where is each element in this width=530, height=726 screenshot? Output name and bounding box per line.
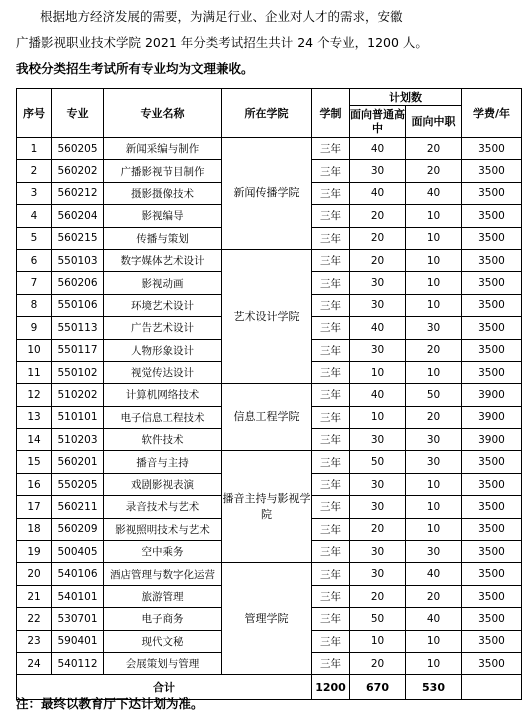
cell-fee: 3500 <box>462 138 522 160</box>
cell-name: 戏剧影视表演 <box>104 473 222 495</box>
cell-seq: 12 <box>17 384 52 406</box>
total-vocational: 530 <box>406 675 462 700</box>
cell-general: 50 <box>350 608 406 630</box>
cell-general: 20 <box>350 249 406 271</box>
intro-line-3: 我校分类招生考试所有专业均为文理兼收。 <box>16 61 254 76</box>
cell-name: 视觉传达设计 <box>104 361 222 383</box>
cell-vocational: 20 <box>406 138 462 160</box>
cell-seq: 16 <box>17 473 52 495</box>
cell-general: 50 <box>350 451 406 473</box>
cell-code: 590401 <box>52 630 104 652</box>
cell-name: 会展策划与管理 <box>104 652 222 674</box>
cell-name: 空中乘务 <box>104 541 222 563</box>
table-row <box>17 451 522 473</box>
cell-duration: 三年 <box>312 294 350 316</box>
cell-general: 20 <box>350 585 406 607</box>
cell-vocational: 10 <box>406 652 462 674</box>
cell-duration: 三年 <box>312 496 350 518</box>
cell-name: 现代文秘 <box>104 630 222 652</box>
cell-name: 酒店管理与数字化运营 <box>104 563 222 585</box>
cell-code: 560201 <box>52 451 104 473</box>
cell-fee: 3500 <box>462 652 522 674</box>
cell-duration: 三年 <box>312 406 350 428</box>
cell-vocational: 40 <box>406 182 462 204</box>
cell-name: 电子商务 <box>104 608 222 630</box>
table-row <box>17 563 522 585</box>
cell-duration: 三年 <box>312 272 350 294</box>
cell-fee: 3500 <box>462 585 522 607</box>
intro-line-1: 根据地方经济发展的需要，为满足行业、企业对人才的需求，安徽 <box>40 9 403 24</box>
cell-code: 560209 <box>52 518 104 540</box>
cell-general: 30 <box>350 473 406 495</box>
cell-vocational: 10 <box>406 205 462 227</box>
cell-general: 20 <box>350 652 406 674</box>
cell-name: 影视照明技术与艺术 <box>104 518 222 540</box>
cell-vocational: 30 <box>406 451 462 473</box>
cell-code: 510101 <box>52 406 104 428</box>
cell-vocational: 10 <box>406 294 462 316</box>
header-code: 专业 <box>52 89 104 138</box>
cell-general: 30 <box>350 294 406 316</box>
cell-seq: 15 <box>17 451 52 473</box>
cell-code: 560204 <box>52 205 104 227</box>
cell-fee: 3500 <box>462 361 522 383</box>
cell-name: 新闻采编与制作 <box>104 138 222 160</box>
cell-duration: 三年 <box>312 608 350 630</box>
cell-college: 管理学院 <box>222 563 312 675</box>
cell-general: 20 <box>350 518 406 540</box>
total-label: 合计 <box>17 675 312 700</box>
cell-code: 560205 <box>52 138 104 160</box>
cell-name: 影视编导 <box>104 205 222 227</box>
cell-general: 30 <box>350 563 406 585</box>
cell-seq: 18 <box>17 518 52 540</box>
cell-duration: 三年 <box>312 451 350 473</box>
cell-name: 电子信息工程技术 <box>104 406 222 428</box>
cell-general: 40 <box>350 138 406 160</box>
cell-fee: 3500 <box>462 563 522 585</box>
cell-name: 传播与策划 <box>104 227 222 249</box>
cell-seq: 14 <box>17 429 52 451</box>
cell-code: 550106 <box>52 294 104 316</box>
table-row <box>17 384 522 406</box>
cell-general: 20 <box>350 227 406 249</box>
cell-fee: 3500 <box>462 608 522 630</box>
cell-seq: 4 <box>17 205 52 227</box>
cell-seq: 24 <box>17 652 52 674</box>
cell-duration: 三年 <box>312 227 350 249</box>
cell-code: 560215 <box>52 227 104 249</box>
cell-code: 550103 <box>52 249 104 271</box>
cell-duration: 三年 <box>312 339 350 361</box>
cell-name: 软件技术 <box>104 429 222 451</box>
cell-name: 影视动画 <box>104 272 222 294</box>
intro-line-2: 广播影视职业技术学院 2021 年分类考试招生共计 24 个专业，1200 人。 <box>16 35 428 50</box>
cell-seq: 6 <box>17 249 52 271</box>
cell-fee: 3500 <box>462 272 522 294</box>
cell-seq: 8 <box>17 294 52 316</box>
cell-name: 环境艺术设计 <box>104 294 222 316</box>
header-name: 专业名称 <box>104 89 222 138</box>
cell-college: 信息工程学院 <box>222 384 312 451</box>
header-seq: 序号 <box>17 89 52 138</box>
cell-general: 30 <box>350 541 406 563</box>
cell-vocational: 30 <box>406 429 462 451</box>
cell-duration: 三年 <box>312 205 350 227</box>
cell-duration: 三年 <box>312 473 350 495</box>
cell-duration: 三年 <box>312 563 350 585</box>
cell-general: 10 <box>350 406 406 428</box>
cell-general: 30 <box>350 272 406 294</box>
cell-vocational: 10 <box>406 272 462 294</box>
cell-name: 广播影视节目制作 <box>104 160 222 182</box>
cell-duration: 三年 <box>312 652 350 674</box>
cell-duration: 三年 <box>312 361 350 383</box>
cell-seq: 13 <box>17 406 52 428</box>
cell-seq: 2 <box>17 160 52 182</box>
cell-fee: 3900 <box>462 406 522 428</box>
cell-general: 30 <box>350 339 406 361</box>
cell-name: 旅游管理 <box>104 585 222 607</box>
header-vocational: 面向中职 <box>406 106 462 138</box>
total-fee-empty <box>462 675 522 700</box>
cell-vocational: 50 <box>406 384 462 406</box>
cell-duration: 三年 <box>312 541 350 563</box>
total-general: 670 <box>350 675 406 700</box>
cell-code: 550117 <box>52 339 104 361</box>
cell-code: 560202 <box>52 160 104 182</box>
header-plan: 计划数 <box>350 89 462 106</box>
cell-general: 20 <box>350 205 406 227</box>
cell-duration: 三年 <box>312 630 350 652</box>
cell-vocational: 20 <box>406 339 462 361</box>
cell-general: 40 <box>350 384 406 406</box>
cell-duration: 三年 <box>312 249 350 271</box>
cell-fee: 3500 <box>462 249 522 271</box>
cell-general: 30 <box>350 429 406 451</box>
cell-duration: 三年 <box>312 384 350 406</box>
cell-seq: 21 <box>17 585 52 607</box>
cell-seq: 7 <box>17 272 52 294</box>
cell-general: 10 <box>350 361 406 383</box>
cell-duration: 三年 <box>312 317 350 339</box>
intro-text <box>16 4 516 82</box>
cell-fee: 3500 <box>462 227 522 249</box>
cell-duration: 三年 <box>312 160 350 182</box>
header-duration: 学制 <box>312 89 350 138</box>
cell-vocational: 10 <box>406 227 462 249</box>
cell-name: 播音与主持 <box>104 451 222 473</box>
cell-fee: 3500 <box>462 451 522 473</box>
cell-fee: 3500 <box>462 317 522 339</box>
cell-code: 540106 <box>52 563 104 585</box>
cell-fee: 3500 <box>462 541 522 563</box>
cell-fee: 3500 <box>462 205 522 227</box>
cell-general: 30 <box>350 160 406 182</box>
cell-vocational: 30 <box>406 317 462 339</box>
cell-code: 530701 <box>52 608 104 630</box>
cell-seq: 9 <box>17 317 52 339</box>
cell-seq: 22 <box>17 608 52 630</box>
cell-fee: 3900 <box>462 384 522 406</box>
enrollment-plan-table <box>16 88 522 700</box>
cell-seq: 20 <box>17 563 52 585</box>
cell-vocational: 20 <box>406 406 462 428</box>
cell-name: 计算机网络技术 <box>104 384 222 406</box>
total-count: 1200 <box>312 675 350 700</box>
cell-fee: 3500 <box>462 160 522 182</box>
table-row <box>17 249 522 271</box>
cell-fee: 3500 <box>462 294 522 316</box>
cell-code: 500405 <box>52 541 104 563</box>
cell-duration: 三年 <box>312 429 350 451</box>
table-row <box>17 138 522 160</box>
cell-duration: 三年 <box>312 182 350 204</box>
cell-code: 550113 <box>52 317 104 339</box>
cell-code: 560212 <box>52 182 104 204</box>
cell-general: 40 <box>350 182 406 204</box>
table-body <box>17 138 522 700</box>
cell-seq: 5 <box>17 227 52 249</box>
cell-name: 广告艺术设计 <box>104 317 222 339</box>
cell-seq: 11 <box>17 361 52 383</box>
cell-vocational: 20 <box>406 585 462 607</box>
cell-code: 550102 <box>52 361 104 383</box>
cell-seq: 1 <box>17 138 52 160</box>
cell-code: 550205 <box>52 473 104 495</box>
cell-code: 540101 <box>52 585 104 607</box>
cell-code: 560206 <box>52 272 104 294</box>
cell-seq: 19 <box>17 541 52 563</box>
cell-vocational: 20 <box>406 160 462 182</box>
cell-name: 摄影摄像技术 <box>104 182 222 204</box>
cell-fee: 3500 <box>462 339 522 361</box>
cell-fee: 3500 <box>462 518 522 540</box>
cell-fee: 3500 <box>462 630 522 652</box>
cell-general: 30 <box>350 496 406 518</box>
header-college: 所在学院 <box>222 89 312 138</box>
cell-college: 播音主持与影视学院 <box>222 451 312 563</box>
header-fee: 学费/年 <box>462 89 522 138</box>
cell-vocational: 10 <box>406 361 462 383</box>
cell-fee: 3900 <box>462 429 522 451</box>
cell-name: 录音技术与艺术 <box>104 496 222 518</box>
cell-vocational: 10 <box>406 518 462 540</box>
cell-general: 10 <box>350 630 406 652</box>
cell-vocational: 10 <box>406 630 462 652</box>
cell-college: 新闻传播学院 <box>222 138 312 250</box>
cell-seq: 3 <box>17 182 52 204</box>
cell-code: 510203 <box>52 429 104 451</box>
cell-name: 数字媒体艺术设计 <box>104 249 222 271</box>
cell-college: 艺术设计学院 <box>222 249 312 383</box>
cell-seq: 23 <box>17 630 52 652</box>
cell-vocational: 30 <box>406 541 462 563</box>
cell-seq: 10 <box>17 339 52 361</box>
cell-fee: 3500 <box>462 496 522 518</box>
cell-duration: 三年 <box>312 585 350 607</box>
cell-vocational: 10 <box>406 496 462 518</box>
cell-fee: 3500 <box>462 473 522 495</box>
cell-fee: 3500 <box>462 182 522 204</box>
cell-name: 人物形象设计 <box>104 339 222 361</box>
cell-vocational: 10 <box>406 473 462 495</box>
cell-general: 40 <box>350 317 406 339</box>
header-general: 面向普通高中 <box>350 106 406 138</box>
cell-duration: 三年 <box>312 518 350 540</box>
footnote: 注：最终以教育厅下达计划为准。 <box>16 696 204 711</box>
cell-vocational: 40 <box>406 563 462 585</box>
cell-code: 540112 <box>52 652 104 674</box>
cell-code: 510202 <box>52 384 104 406</box>
cell-seq: 17 <box>17 496 52 518</box>
cell-code: 560211 <box>52 496 104 518</box>
cell-duration: 三年 <box>312 138 350 160</box>
cell-vocational: 40 <box>406 608 462 630</box>
cell-vocational: 10 <box>406 249 462 271</box>
